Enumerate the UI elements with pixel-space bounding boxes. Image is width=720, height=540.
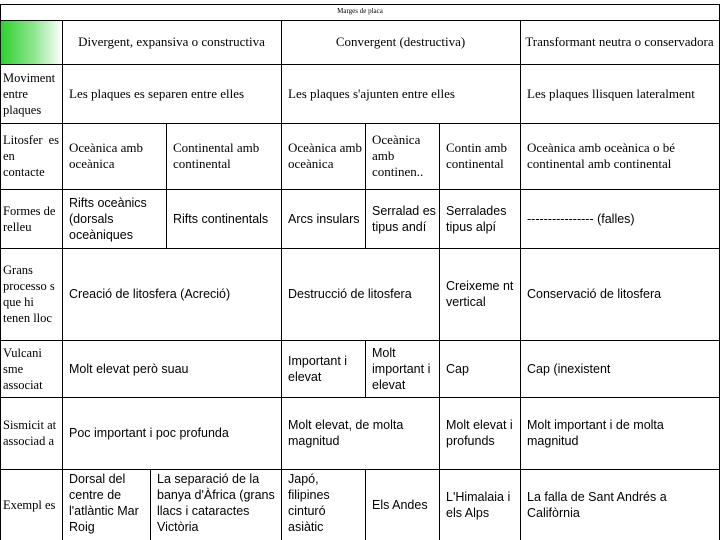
table-border	[62, 20, 63, 540]
cell-sismicitat-convergent: Molt elevat, de molta magnitud	[288, 418, 404, 448]
cell-formes-div-continental: Rifts continentals	[173, 211, 269, 226]
cell-vulcanisme-conv-oc-continental: Molt important i elevat	[372, 345, 431, 392]
header-divergent: Divergent, expansiva o constructiva	[78, 34, 265, 49]
cell-litosfera-div-continental: Continental amb continental	[173, 140, 260, 171]
page-title: Marges de placa	[337, 7, 383, 15]
table-border	[520, 20, 521, 540]
cell-litosfera-conv-oc-continental: Oceànica amb continen..	[372, 132, 424, 179]
cell-exemples-div-b: La separació de la banya d'Àfrica (grans llacs i cataractes Victòria	[157, 472, 275, 534]
cell-sismicitat-conv-continental: Molt elevat i profunds	[446, 418, 513, 448]
cell-formes-conv-continental: Serralades tipus alpí	[446, 203, 507, 234]
table-border	[150, 469, 151, 540]
cell-formes-transformant: ---------------- (falles)	[527, 211, 635, 226]
table-border	[365, 123, 366, 248]
cell-litosfera-div-oceanica: Oceànica amb oceànica	[69, 140, 143, 171]
row-label-formes: Formes de relleu	[3, 203, 56, 234]
cell-moviment-divergent: Les plaques es separen entre elles	[69, 85, 245, 101]
table-border	[0, 4, 720, 5]
table-border	[166, 123, 167, 248]
cell-vulcanisme-transformant: Cap (inexistent	[527, 361, 611, 376]
table-border	[439, 123, 440, 540]
green-accent-bar	[0, 20, 62, 64]
row-label-processos: Grans processo s que hi tenen lloc	[3, 263, 55, 325]
cell-formes-div-oceanica: Rifts oceànics (dorsals oceàniques	[69, 195, 147, 242]
cell-litosfera-conv-continental: Contin amb continental	[446, 140, 508, 171]
cell-sismicitat-transformant: Molt important i de molta magnitud	[527, 418, 664, 448]
cell-vulcanisme-divergent: Molt elevat però suau	[69, 361, 189, 376]
cell-sismicitat-divergent: Poc important i poc profunda	[69, 426, 229, 440]
row-label-litosfera: Litosfer es en contacte	[3, 133, 59, 179]
row-label-moviment: Moviment entre plaques	[3, 70, 56, 117]
cell-litosfera-conv-oceanica: Oceànica amb oceànica	[288, 140, 362, 171]
cell-vulcanisme-conv-continental: Cap	[446, 361, 469, 376]
row-label-sismicitat: Sismicit at associad a	[3, 418, 57, 448]
cell-moviment-transformant: Les plaques llisquen lateralment	[527, 85, 695, 101]
cell-exemples-div-a: Dorsal del centre de l'atlàntic Mar Roig	[69, 472, 139, 534]
table-border	[365, 340, 366, 397]
cell-processos-conv-continental: Creixeme nt vertical	[446, 279, 514, 309]
header-convergent: Convergent (destructiva)	[335, 34, 466, 49]
table-border	[365, 469, 366, 540]
header-transformant: Transformant neutra o conservadora	[525, 34, 714, 49]
cell-exemples-conv-oceanica: Japó, filipines cinturó asiàtic	[288, 472, 330, 534]
cell-processos-divergent: Creació de litosfera (Acreció)	[69, 287, 231, 301]
cell-formes-conv-oceanica: Arcs insulars	[288, 211, 360, 226]
cell-formes-conv-oc-continental: Serralad es tipus andí	[372, 203, 436, 234]
cell-exemples-transformant: La falla de Sant Andrés a Califòrnia	[527, 489, 667, 520]
cell-litosfera-transformant: Oceànica amb oceànica o bé continental amb continental	[527, 140, 675, 171]
cell-processos-convergent: Destrucció de litosfera	[288, 287, 412, 301]
cell-exemples-conv-continental: L'Himalaia i els Alps	[446, 489, 511, 520]
cell-exemples-conv-oc-continental: Els Andes	[372, 497, 428, 512]
table-border	[281, 20, 282, 540]
cell-moviment-convergent: Les plaques s'ajunten entre elles	[288, 85, 455, 101]
cell-processos-transformant: Conservació de litosfera	[527, 287, 662, 301]
row-label-vulcanisme: Vulcani sme associat	[3, 345, 43, 392]
row-label-exemples: Exempl es	[3, 497, 56, 512]
cell-vulcanisme-conv-oceanica: Important i elevat	[288, 353, 348, 384]
